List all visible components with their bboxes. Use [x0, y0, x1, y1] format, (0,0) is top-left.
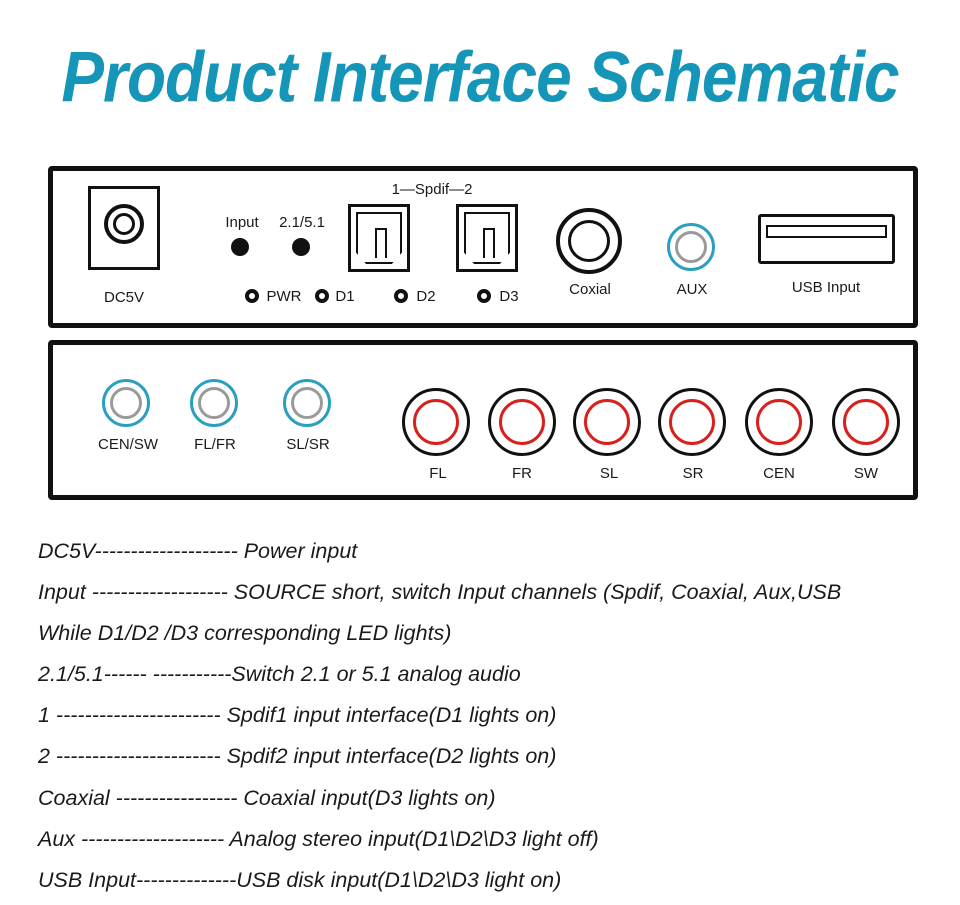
toslink-icon — [356, 212, 402, 264]
cen-sw-label: CEN/SW — [98, 436, 158, 453]
rca-sw-jack[interactable] — [832, 388, 900, 456]
aux-label: AUX — [676, 281, 708, 298]
rca-fl-jack[interactable] — [402, 388, 470, 456]
rca-fr-label: FR — [512, 465, 532, 482]
desc-line-input: Input ------------------- SOURCE short, switch Input channels (Spdif, Coaxial, Aux,USB — [38, 580, 842, 604]
led-d1-icon — [315, 289, 329, 303]
desc-line-coaxial: Coaxial ----------------- Coaxial input(D3 lights on) — [38, 786, 496, 810]
aux-port[interactable] — [667, 223, 715, 271]
usb-label: USB Input — [791, 279, 861, 296]
fl-fr-jack[interactable] — [190, 379, 238, 427]
sl-sr-label: SL/SR — [286, 436, 330, 453]
page-title: Product Interface Schematic — [61, 36, 899, 118]
input-label: Input — [225, 214, 259, 231]
desc-line-aux: Aux -------------------- Analog stereo input(D1\D2\D3 light off) — [38, 827, 599, 851]
led-d2-icon — [394, 289, 408, 303]
led-pwr-icon — [245, 289, 259, 303]
mode-label: 2.1/5.1 — [279, 214, 325, 231]
usb-icon — [766, 225, 887, 238]
rca-fr-jack[interactable] — [488, 388, 556, 456]
sl-sr-jack[interactable] — [283, 379, 331, 427]
led-d2-label: D2 — [416, 288, 436, 305]
desc-line-input-cont: While D1/D2 /D3 corresponding LED lights) — [38, 621, 452, 645]
led-d1-label: D1 — [335, 288, 355, 305]
dc-label: DC5V — [103, 289, 145, 306]
toslink-icon — [464, 212, 510, 264]
rca-cen-label: CEN — [763, 465, 795, 482]
dc-power-port[interactable] — [88, 186, 160, 270]
rca-sl-jack[interactable] — [573, 388, 641, 456]
led-d3-icon — [477, 289, 491, 303]
spdif-label: 1—Spdif—2 — [391, 181, 473, 198]
usb-port[interactable] — [758, 214, 895, 264]
cen-sw-jack[interactable] — [102, 379, 150, 427]
rca-sr-label: SR — [682, 465, 704, 482]
rca-sl-label: SL — [599, 465, 619, 482]
rca-sw-label: SW — [853, 465, 879, 482]
dc-jack-icon — [104, 204, 144, 244]
spdif-2-port[interactable] — [456, 204, 518, 272]
rca-fl-label: FL — [429, 465, 447, 482]
rca-cen-jack[interactable] — [745, 388, 813, 456]
desc-line-mode: 2.1/5.1------ -----------Switch 2.1 or 5.1 analog audio — [38, 662, 521, 686]
desc-line-usb: USB Input--------------USB disk input(D1\D2\D3 light on) — [38, 868, 562, 892]
fl-fr-label: FL/FR — [194, 436, 236, 453]
mode-button[interactable] — [292, 238, 310, 256]
input-button[interactable] — [231, 238, 249, 256]
coaxial-port[interactable] — [556, 208, 622, 274]
desc-line-dc5v: DC5V-------------------- Power input — [38, 539, 358, 563]
spdif-1-port[interactable] — [348, 204, 410, 272]
led-d3-label: D3 — [499, 288, 519, 305]
coaxial-label: Coxial — [569, 281, 611, 298]
desc-line-spdif1: 1 ----------------------- Spdif1 input interface(D1 lights on) — [38, 703, 557, 727]
led-pwr-label: PWR — [266, 288, 302, 305]
desc-line-spdif2: 2 ----------------------- Spdif2 input interface(D2 lights on) — [38, 744, 557, 768]
rca-sr-jack[interactable] — [658, 388, 726, 456]
